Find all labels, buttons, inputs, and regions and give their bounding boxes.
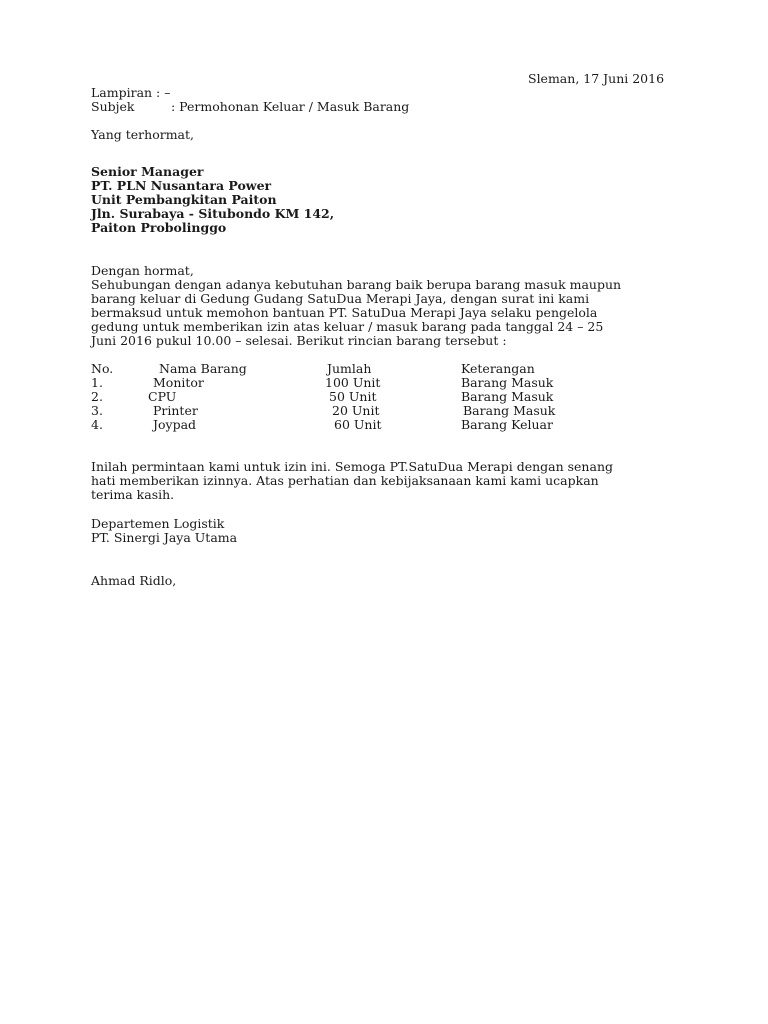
body-line: barang keluar di Gedung Gudang SatuDua Merapi Jaya, dengan surat ini kami	[91, 291, 590, 306]
recipient-block	[91, 165, 334, 235]
row-no: 1.	[91, 375, 103, 390]
header-qty: Jumlah	[327, 361, 372, 376]
recipient-title: Senior Manager	[91, 164, 204, 179]
recipient-city: Paiton Probolinggo	[91, 220, 227, 235]
sender-company: PT. Sinergi Jaya Utama	[91, 530, 238, 545]
row-qty: 50 Unit	[329, 389, 377, 404]
sender-block	[91, 517, 237, 545]
body-line: Juni 2016 pukul 10.00 – selesai. Berikut rincian barang tersebut :	[91, 333, 507, 348]
sender-department: Departemen Logistik	[91, 516, 225, 531]
row-no: 2.	[91, 389, 103, 404]
recipient-unit: Unit Pembangkitan Paiton	[91, 192, 277, 207]
closing-line: Inilah permintaan kami untuk izin ini. Semoga PT.SatuDua Merapi dengan senang	[91, 459, 613, 474]
greeting-to: Yang terhormat,	[91, 127, 195, 142]
place-date: Sleman, 17 Juni 2016	[528, 71, 665, 86]
body-paragraph	[91, 278, 671, 348]
attachment-row	[91, 86, 409, 100]
header-no: No.	[91, 361, 114, 376]
recipient-company: PT. PLN Nusantara Power	[91, 178, 272, 193]
row-qty: 60 Unit	[334, 417, 382, 432]
body-line: gedung untuk memberikan izin atas keluar / masuk barang pada tanggal 24 – 25	[91, 319, 604, 334]
signer-name: Ahmad Ridlo,	[91, 573, 177, 588]
opening-greeting: Dengan hormat,	[91, 263, 194, 278]
body-line: Sehubungan dengan adanya kebutuhan barang baik berupa barang masuk maupun	[91, 277, 622, 292]
header-name: Nama Barang	[159, 361, 247, 376]
row-qty: 20 Unit	[332, 403, 380, 418]
letter-meta	[91, 86, 409, 114]
table-row	[91, 418, 591, 432]
table-row	[91, 404, 591, 418]
recipient-address: Jln. Surabaya - Situbondo KM 142,	[91, 206, 335, 221]
items-table	[91, 362, 591, 432]
table-header-row	[91, 362, 591, 376]
header-note: Keterangan	[461, 361, 535, 376]
row-name: CPU	[148, 389, 177, 404]
row-note: Barang Masuk	[463, 403, 556, 418]
row-no: 4.	[91, 417, 103, 432]
attachment-value: –	[164, 85, 171, 100]
row-no: 3.	[91, 403, 103, 418]
subject-value: : Permohonan Keluar / Masuk Barang	[171, 99, 410, 114]
row-note: Barang Keluar	[461, 417, 553, 432]
row-note: Barang Masuk	[461, 375, 554, 390]
row-name: Joypad	[153, 417, 197, 432]
attachment-label: Lampiran :	[91, 85, 161, 100]
table-row	[91, 390, 591, 404]
closing-paragraph	[91, 460, 671, 502]
table-row	[91, 376, 591, 390]
closing-line: hati memberikan izinnya. Atas perhatian dan kebijaksanaan kami kami ucapkan	[91, 473, 599, 488]
row-name: Printer	[153, 403, 198, 418]
subject-label: Subjek	[91, 99, 135, 114]
body-line: bermaksud untuk memohon bantuan PT. SatuDua Merapi Jaya selaku pengelola	[91, 305, 598, 320]
closing-line: terima kasih.	[91, 487, 175, 502]
row-qty: 100 Unit	[325, 375, 381, 390]
subject-row	[91, 100, 409, 114]
row-name: Monitor	[153, 375, 204, 390]
row-note: Barang Masuk	[461, 389, 554, 404]
